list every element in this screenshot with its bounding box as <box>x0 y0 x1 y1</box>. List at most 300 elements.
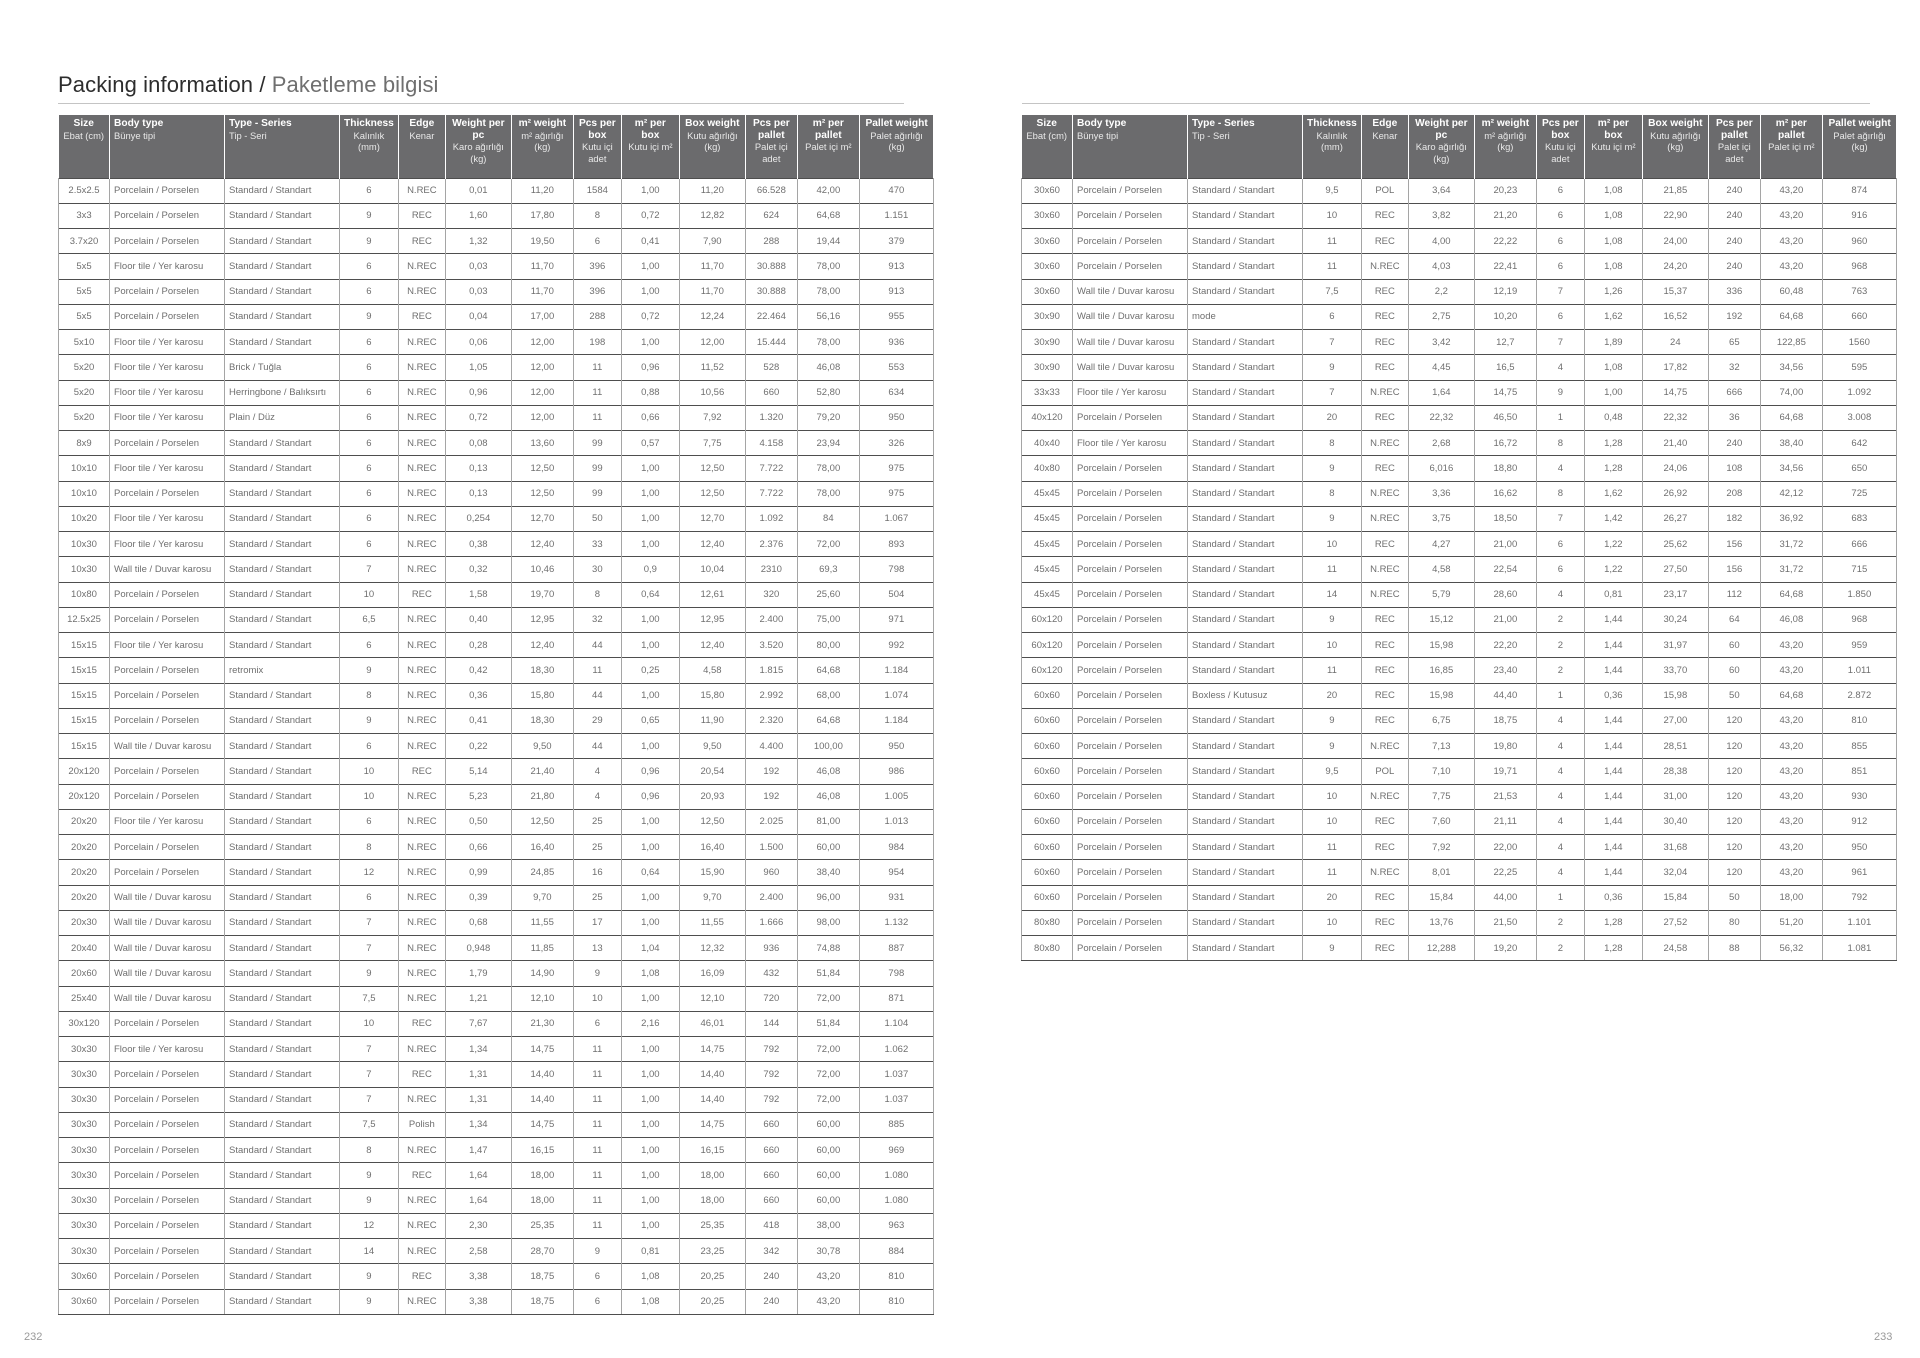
cell-pallet-weight: 725 <box>1822 481 1896 506</box>
cell-edge: N.REC <box>398 809 445 834</box>
cell-weight-per-pc: 0,948 <box>445 936 511 961</box>
cell-m2-per-box: 1,44 <box>1584 607 1642 632</box>
cell-pcs-per-pallet: 240 <box>1708 178 1760 203</box>
cell-m2-weight: 19,50 <box>511 229 573 254</box>
cell-pcs-per-box: 396 <box>573 279 621 304</box>
cell-body-type: Wall tile / Duvar karosu <box>110 936 225 961</box>
cell-m2-per-box: 1,44 <box>1584 708 1642 733</box>
cell-edge: N.REC <box>398 1037 445 1062</box>
cell-pallet-weight: 1.011 <box>1822 658 1896 683</box>
cell-m2-per-box: 1,44 <box>1584 759 1642 784</box>
cell-thickness: 8 <box>340 1138 399 1163</box>
cell-thickness: 9 <box>340 1163 399 1188</box>
cell-thickness: 9 <box>340 229 399 254</box>
cell-m2-per-box: 0,96 <box>621 759 679 784</box>
cell-size: 30x30 <box>59 1062 110 1087</box>
column-header-en: Edge <box>1372 118 1398 129</box>
cell-body-type: Wall tile / Duvar karosu <box>110 557 225 582</box>
cell-m2-per-pallet: 31,72 <box>1760 532 1822 557</box>
cell-m2-per-box: 0,36 <box>1584 683 1642 708</box>
table-row <box>59 734 934 759</box>
cell-pcs-per-pallet: 1.320 <box>745 405 797 430</box>
cell-edge: N.REC <box>398 557 445 582</box>
cell-box-weight: 16,15 <box>679 1138 745 1163</box>
cell-edge: N.REC <box>398 355 445 380</box>
cell-m2-per-pallet: 78,00 <box>797 456 859 481</box>
cell-m2-weight: 18,80 <box>1474 456 1536 481</box>
cell-m2-per-box: 1,00 <box>621 1138 679 1163</box>
column-header-tr: Kutu ağırlığı (kg) <box>687 129 738 152</box>
cell-pallet-weight: 885 <box>859 1112 933 1137</box>
column-header-tr: Kutu içi adet <box>1544 141 1576 164</box>
cell-pcs-per-box: 7 <box>1536 506 1584 531</box>
cell-m2-per-pallet: 31,72 <box>1760 557 1822 582</box>
cell-thickness: 7 <box>340 1062 399 1087</box>
cell-m2-per-pallet: 46,08 <box>797 355 859 380</box>
cell-box-weight: 15,98 <box>1642 683 1708 708</box>
cell-m2-per-pallet: 56,32 <box>1760 936 1822 961</box>
cell-box-weight: 22,32 <box>1642 405 1708 430</box>
cell-pcs-per-box: 11 <box>573 355 621 380</box>
cell-m2-per-pallet: 19,44 <box>797 229 859 254</box>
table-row <box>59 203 934 228</box>
cell-type-series: Standard / Standart <box>225 1188 340 1213</box>
cell-type-series: Standard / Standart <box>1188 203 1303 228</box>
cell-edge: N.REC <box>398 607 445 632</box>
cell-m2-weight: 16,72 <box>1474 431 1536 456</box>
cell-pallet-weight: 960 <box>1822 229 1896 254</box>
cell-box-weight: 11,52 <box>679 355 745 380</box>
table-row <box>59 961 934 986</box>
cell-pallet-weight: 975 <box>859 456 933 481</box>
cell-m2-per-pallet: 98,00 <box>797 910 859 935</box>
column-header-tr: m² ağırlığı (kg) <box>1484 129 1527 152</box>
cell-m2-per-pallet: 74,88 <box>797 936 859 961</box>
cell-thickness: 7 <box>340 1037 399 1062</box>
cell-weight-per-pc: 1,64 <box>445 1163 511 1188</box>
cell-m2-per-pallet: 64,68 <box>1760 683 1822 708</box>
cell-type-series: Standard / Standart <box>1188 456 1303 481</box>
column-header-en: m² per pallet <box>1775 118 1807 141</box>
cell-body-type: Porcelain / Porselen <box>110 1011 225 1036</box>
cell-pcs-per-pallet: 660 <box>745 1163 797 1188</box>
cell-body-type: Wall tile / Duvar karosu <box>110 910 225 935</box>
cell-m2-per-box: 1,00 <box>621 607 679 632</box>
column-header-en: m² weight <box>1481 118 1530 129</box>
column-header-en: Weight per pc <box>1415 118 1468 141</box>
cell-m2-per-box: 1,08 <box>1584 355 1642 380</box>
cell-size: 8x9 <box>59 431 110 456</box>
cell-size: 20x20 <box>59 860 110 885</box>
cell-box-weight: 9,50 <box>679 734 745 759</box>
table-row <box>1022 355 1897 380</box>
cell-type-series: Standard / Standart <box>1188 860 1303 885</box>
cell-m2-weight: 12,50 <box>511 809 573 834</box>
cell-weight-per-pc: 16,85 <box>1408 658 1474 683</box>
table-row <box>59 885 934 910</box>
cell-m2-per-pallet: 78,00 <box>797 330 859 355</box>
cell-body-type: Wall tile / Duvar karosu <box>110 734 225 759</box>
cell-size: 45x45 <box>1022 506 1073 531</box>
cell-type-series: Standard / Standart <box>1188 633 1303 658</box>
cell-thickness: 6 <box>340 254 399 279</box>
cell-box-weight: 11,55 <box>679 910 745 935</box>
cell-m2-per-box: 0,64 <box>621 860 679 885</box>
cell-m2-per-box: 1,44 <box>1584 734 1642 759</box>
cell-body-type: Porcelain / Porselen <box>1073 734 1188 759</box>
cell-pcs-per-box: 33 <box>573 532 621 557</box>
cell-pallet-weight: 1.067 <box>859 506 933 531</box>
cell-thickness: 10 <box>340 1011 399 1036</box>
cell-pallet-weight: 1.005 <box>859 784 933 809</box>
cell-size: 40x40 <box>1022 431 1073 456</box>
cell-pcs-per-box: 2 <box>1536 658 1584 683</box>
table-row <box>59 809 934 834</box>
cell-type-series: Standard / Standart <box>1188 910 1303 935</box>
cell-type-series: Standard / Standart <box>225 1289 340 1314</box>
cell-type-series: Standard / Standart <box>225 910 340 935</box>
cell-pcs-per-pallet: 660 <box>745 1138 797 1163</box>
cell-size: 40x120 <box>1022 405 1073 430</box>
cell-type-series: Boxless / Kutusuz <box>1188 683 1303 708</box>
cell-m2-per-box: 1,04 <box>621 936 679 961</box>
cell-box-weight: 32,04 <box>1642 860 1708 885</box>
cell-edge: REC <box>1361 304 1408 329</box>
cell-pcs-per-pallet: 432 <box>745 961 797 986</box>
table-row <box>59 506 934 531</box>
cell-m2-per-pallet: 51,20 <box>1760 910 1822 935</box>
column-header-tr: Kalınlık (mm) <box>353 129 385 152</box>
column-header-en: Pallet weight <box>865 118 928 129</box>
cell-m2-weight: 19,70 <box>511 582 573 607</box>
cell-pallet-weight: 950 <box>859 734 933 759</box>
cell-weight-per-pc: 5,23 <box>445 784 511 809</box>
cell-size: 45x45 <box>1022 532 1073 557</box>
cell-m2-per-pallet: 34,56 <box>1760 355 1822 380</box>
column-header-en: m² per box <box>634 118 666 141</box>
column-header-tr: Palet ağırlığı (kg) <box>870 129 923 152</box>
cell-thickness: 9 <box>340 203 399 228</box>
table-row <box>59 986 934 1011</box>
cell-edge: N.REC <box>398 380 445 405</box>
cell-weight-per-pc: 7,60 <box>1408 809 1474 834</box>
title-divider-left <box>58 103 904 104</box>
cell-type-series: Standard / Standart <box>225 582 340 607</box>
cell-type-series: Standard / Standart <box>225 759 340 784</box>
page-number-left: 232 <box>24 1331 43 1343</box>
cell-edge: N.REC <box>398 734 445 759</box>
cell-pcs-per-box: 99 <box>573 481 621 506</box>
cell-m2-per-pallet: 43,20 <box>1760 860 1822 885</box>
page-title-main: Packing information / <box>58 72 266 97</box>
cell-edge: N.REC <box>398 1087 445 1112</box>
page-number-right: 233 <box>1874 1331 1893 1343</box>
cell-pcs-per-box: 6 <box>1536 203 1584 228</box>
cell-edge: N.REC <box>1361 380 1408 405</box>
cell-pallet-weight: 912 <box>1822 809 1896 834</box>
column-header-edge <box>398 115 445 178</box>
table-row <box>59 784 934 809</box>
cell-edge: N.REC <box>1361 506 1408 531</box>
cell-pcs-per-box: 9 <box>1536 380 1584 405</box>
table-row <box>59 1264 934 1289</box>
cell-edge: REC <box>1361 456 1408 481</box>
cell-box-weight: 22,90 <box>1642 203 1708 228</box>
cell-pcs-per-pallet: 240 <box>1708 229 1760 254</box>
column-header-edge <box>1361 115 1408 178</box>
cell-m2-weight: 24,85 <box>511 860 573 885</box>
cell-m2-weight: 21,30 <box>511 1011 573 1036</box>
cell-thickness: 7,5 <box>1303 279 1362 304</box>
cell-weight-per-pc: 5,79 <box>1408 582 1474 607</box>
cell-pcs-per-pallet: 528 <box>745 355 797 380</box>
cell-body-type: Floor tile / Yer karosu <box>110 456 225 481</box>
cell-weight-per-pc: 15,98 <box>1408 633 1474 658</box>
cell-size: 2.5x2.5 <box>59 178 110 203</box>
cell-pcs-per-box: 4 <box>1536 784 1584 809</box>
cell-edge: N.REC <box>398 178 445 203</box>
cell-m2-per-box: 1,00 <box>621 986 679 1011</box>
cell-pcs-per-pallet: 418 <box>745 1213 797 1238</box>
header-row <box>1022 115 1897 178</box>
cell-pcs-per-box: 11 <box>573 1087 621 1112</box>
cell-thickness: 6 <box>340 481 399 506</box>
cell-m2-per-pallet: 43,20 <box>1760 229 1822 254</box>
cell-body-type: Porcelain / Porselen <box>110 431 225 456</box>
cell-weight-per-pc: 0,08 <box>445 431 511 456</box>
cell-thickness: 7,5 <box>340 986 399 1011</box>
cell-body-type: Porcelain / Porselen <box>110 1239 225 1264</box>
cell-edge: N.REC <box>398 456 445 481</box>
cell-box-weight: 24,00 <box>1642 229 1708 254</box>
cell-m2-weight: 21,53 <box>1474 784 1536 809</box>
cell-weight-per-pc: 1,47 <box>445 1138 511 1163</box>
cell-m2-per-box: 0,65 <box>621 708 679 733</box>
table-row <box>1022 910 1897 935</box>
cell-box-weight: 12,50 <box>679 481 745 506</box>
table-row <box>59 1062 934 1087</box>
table-row <box>1022 633 1897 658</box>
cell-type-series: mode <box>1188 304 1303 329</box>
cell-m2-per-pallet: 64,68 <box>1760 304 1822 329</box>
cell-box-weight: 12,00 <box>679 330 745 355</box>
cell-edge: N.REC <box>1361 481 1408 506</box>
cell-size: 30x90 <box>1022 330 1073 355</box>
cell-m2-per-box: 1,00 <box>621 1213 679 1238</box>
cell-weight-per-pc: 1,60 <box>445 203 511 228</box>
cell-type-series: Standard / Standart <box>1188 380 1303 405</box>
cell-edge: REC <box>398 759 445 784</box>
cell-weight-per-pc: 7,13 <box>1408 734 1474 759</box>
cell-size: 10x30 <box>59 532 110 557</box>
cell-m2-per-pallet: 43,20 <box>797 1289 859 1314</box>
cell-body-type: Porcelain / Porselen <box>1073 860 1188 885</box>
cell-m2-per-box: 1,44 <box>1584 633 1642 658</box>
cell-type-series: Standard / Standart <box>1188 279 1303 304</box>
cell-body-type: Porcelain / Porselen <box>1073 885 1188 910</box>
cell-box-weight: 20,25 <box>679 1264 745 1289</box>
cell-m2-per-pallet: 42,00 <box>797 178 859 203</box>
cell-size: 5x10 <box>59 330 110 355</box>
cell-pcs-per-pallet: 2.992 <box>745 683 797 708</box>
cell-size: 20x20 <box>59 835 110 860</box>
cell-m2-weight: 12,95 <box>511 607 573 632</box>
cell-edge: N.REC <box>398 986 445 1011</box>
cell-body-type: Porcelain / Porselen <box>110 1213 225 1238</box>
cell-body-type: Porcelain / Porselen <box>110 582 225 607</box>
cell-m2-per-box: 1,00 <box>621 254 679 279</box>
cell-m2-per-pallet: 46,08 <box>797 759 859 784</box>
cell-edge: N.REC <box>398 431 445 456</box>
cell-pcs-per-box: 8 <box>573 203 621 228</box>
cell-box-weight: 12,50 <box>679 456 745 481</box>
cell-type-series: Standard / Standart <box>225 860 340 885</box>
cell-body-type: Wall tile / Duvar karosu <box>110 986 225 1011</box>
cell-m2-weight: 14,40 <box>511 1087 573 1112</box>
column-header-en: Pcs per pallet <box>1715 118 1753 141</box>
cell-box-weight: 20,54 <box>679 759 745 784</box>
cell-m2-per-box: 0,81 <box>1584 582 1642 607</box>
cell-thickness: 9 <box>340 1289 399 1314</box>
cell-m2-per-box: 1,00 <box>621 481 679 506</box>
column-header-body-type <box>110 115 225 178</box>
cell-edge: REC <box>1361 405 1408 430</box>
cell-pcs-per-pallet: 660 <box>745 1112 797 1137</box>
cell-pallet-weight: 1.037 <box>859 1062 933 1087</box>
column-header-size <box>1022 115 1073 178</box>
cell-pcs-per-pallet: 7.722 <box>745 456 797 481</box>
cell-body-type: Porcelain / Porselen <box>110 229 225 254</box>
cell-m2-weight: 14,75 <box>511 1112 573 1137</box>
cell-thickness: 11 <box>1303 254 1362 279</box>
cell-pcs-per-box: 9 <box>573 961 621 986</box>
cell-pcs-per-pallet: 156 <box>1708 557 1760 582</box>
cell-body-type: Porcelain / Porselen <box>1073 607 1188 632</box>
table-row <box>1022 405 1897 430</box>
cell-edge: REC <box>398 1163 445 1188</box>
cell-weight-per-pc: 6,75 <box>1408 708 1474 733</box>
cell-m2-weight: 21,50 <box>1474 910 1536 935</box>
cell-edge: N.REC <box>398 279 445 304</box>
cell-m2-per-box: 1,08 <box>1584 254 1642 279</box>
cell-pcs-per-pallet: 64 <box>1708 607 1760 632</box>
cell-m2-per-pallet: 52,80 <box>797 380 859 405</box>
cell-m2-per-pallet: 60,00 <box>797 1112 859 1137</box>
cell-weight-per-pc: 15,12 <box>1408 607 1474 632</box>
column-header-box-weight <box>679 115 745 178</box>
cell-box-weight: 16,09 <box>679 961 745 986</box>
cell-box-weight: 11,70 <box>679 254 745 279</box>
column-header-m2-per-pallet <box>797 115 859 178</box>
cell-weight-per-pc: 3,38 <box>445 1289 511 1314</box>
cell-body-type: Porcelain / Porselen <box>1073 178 1188 203</box>
cell-weight-per-pc: 8,01 <box>1408 860 1474 885</box>
cell-m2-weight: 19,71 <box>1474 759 1536 784</box>
cell-size: 30x60 <box>1022 279 1073 304</box>
cell-m2-weight: 12,00 <box>511 330 573 355</box>
table-row <box>59 759 934 784</box>
cell-m2-per-box: 1,08 <box>1584 203 1642 228</box>
table-row <box>1022 734 1897 759</box>
cell-pallet-weight: 984 <box>859 835 933 860</box>
cell-box-weight: 31,97 <box>1642 633 1708 658</box>
column-header-tr: Palet ağırlığı (kg) <box>1833 129 1886 152</box>
cell-m2-per-pallet: 72,00 <box>797 1062 859 1087</box>
cell-box-weight: 11,20 <box>679 178 745 203</box>
cell-weight-per-pc: 3,38 <box>445 1264 511 1289</box>
cell-weight-per-pc: 22,32 <box>1408 405 1474 430</box>
cell-thickness: 8 <box>1303 481 1362 506</box>
cell-m2-weight: 18,30 <box>511 658 573 683</box>
cell-m2-weight: 22,22 <box>1474 229 1536 254</box>
cell-pcs-per-box: 4 <box>1536 860 1584 885</box>
cell-m2-weight: 46,50 <box>1474 405 1536 430</box>
cell-size: 60x60 <box>1022 759 1073 784</box>
cell-box-weight: 20,25 <box>679 1289 745 1314</box>
cell-m2-per-box: 2,16 <box>621 1011 679 1036</box>
cell-thickness: 8 <box>1303 431 1362 456</box>
column-header-tr: Kutu içi adet <box>581 141 613 164</box>
cell-m2-per-box: 1,89 <box>1584 330 1642 355</box>
cell-m2-weight: 18,50 <box>1474 506 1536 531</box>
cell-m2-per-box: 1,44 <box>1584 658 1642 683</box>
column-header-tr: Kutu içi m² <box>1591 141 1636 152</box>
cell-box-weight: 30,24 <box>1642 607 1708 632</box>
column-header-tr: Bünye tipi <box>114 129 156 141</box>
cell-edge: REC <box>1361 532 1408 557</box>
cell-pallet-weight: 810 <box>1822 708 1896 733</box>
cell-size: 60x120 <box>1022 633 1073 658</box>
cell-pcs-per-pallet: 1.815 <box>745 658 797 683</box>
cell-pcs-per-pallet: 240 <box>745 1264 797 1289</box>
cell-body-type: Porcelain / Porselen <box>1073 456 1188 481</box>
cell-weight-per-pc: 0,03 <box>445 279 511 304</box>
cell-m2-per-pallet: 64,68 <box>797 203 859 228</box>
cell-pallet-weight: 931 <box>859 885 933 910</box>
cell-weight-per-pc: 1,64 <box>1408 380 1474 405</box>
cell-body-type: Porcelain / Porselen <box>110 1163 225 1188</box>
cell-body-type: Porcelain / Porselen <box>110 178 225 203</box>
cell-box-weight: 31,68 <box>1642 835 1708 860</box>
cell-pallet-weight: 810 <box>859 1289 933 1314</box>
cell-type-series: Standard / Standart <box>1188 178 1303 203</box>
cell-box-weight: 25,35 <box>679 1213 745 1238</box>
cell-pcs-per-pallet: 192 <box>745 759 797 784</box>
cell-edge: N.REC <box>398 910 445 935</box>
column-header-thickness <box>1303 115 1362 178</box>
cell-edge: N.REC <box>398 885 445 910</box>
cell-thickness: 12 <box>340 860 399 885</box>
table-row <box>59 431 934 456</box>
cell-body-type: Porcelain / Porselen <box>1073 658 1188 683</box>
cell-m2-per-box: 1,00 <box>621 910 679 935</box>
cell-weight-per-pc: 0,28 <box>445 633 511 658</box>
column-header-pcs-per-pallet <box>1708 115 1760 178</box>
cell-m2-per-box: 1,44 <box>1584 860 1642 885</box>
page-title <box>58 72 439 98</box>
cell-edge: N.REC <box>398 405 445 430</box>
column-header-pcs-per-pallet <box>745 115 797 178</box>
cell-pallet-weight: 871 <box>859 986 933 1011</box>
cell-m2-per-pallet: 43,20 <box>1760 658 1822 683</box>
cell-type-series: Standard / Standart <box>225 1213 340 1238</box>
cell-box-weight: 24 <box>1642 330 1708 355</box>
cell-body-type: Floor tile / Yer karosu <box>110 1037 225 1062</box>
cell-body-type: Wall tile / Duvar karosu <box>1073 279 1188 304</box>
table-row <box>59 456 934 481</box>
cell-pcs-per-pallet: 15.444 <box>745 330 797 355</box>
cell-pallet-weight: 916 <box>1822 203 1896 228</box>
